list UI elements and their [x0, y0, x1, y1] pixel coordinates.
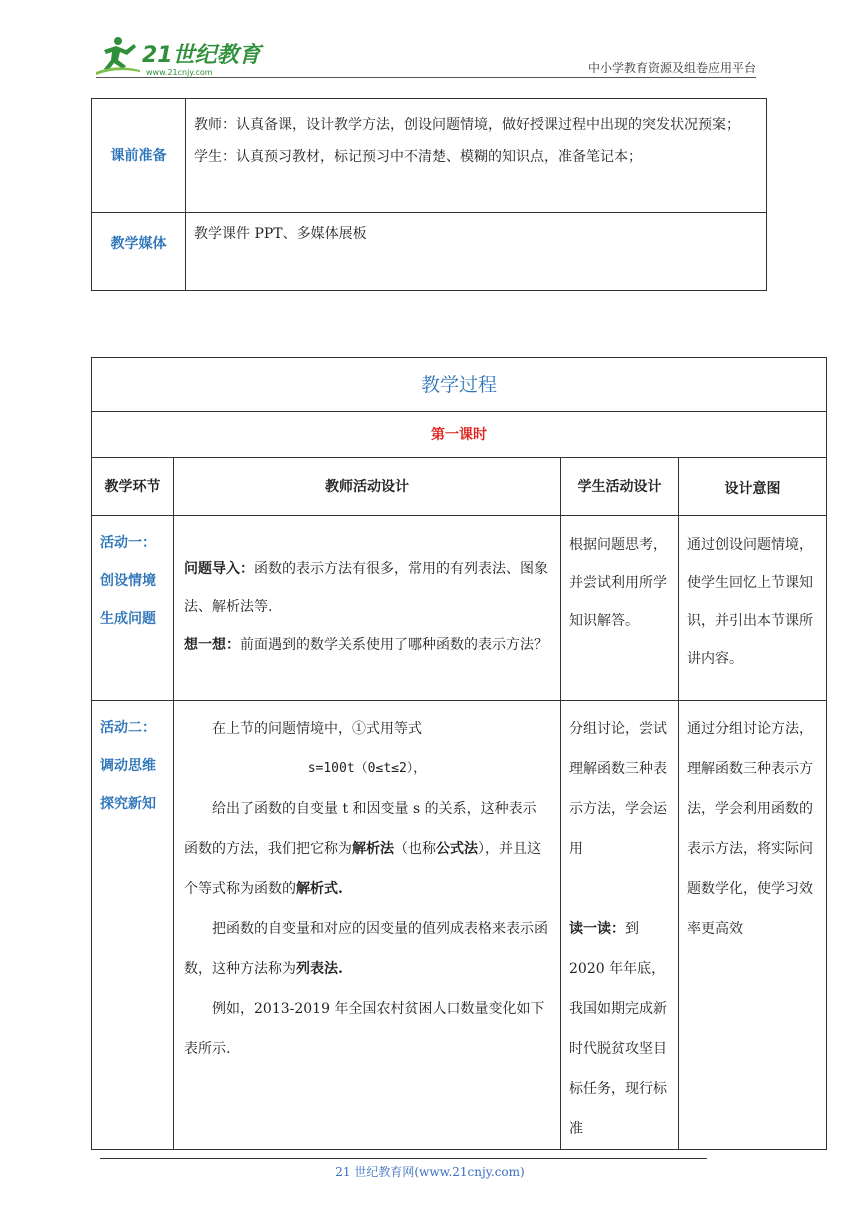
col-header-stage: 教学环节 — [92, 458, 174, 516]
activity-2-intent: 通过分组讨论方法，理解函数三种表示方法，学会利用函数的表示方法，将实际问题数学化，使学习效率更高效 — [679, 701, 827, 1150]
lesson-label: 第一课时 — [92, 412, 827, 458]
media-row — [92, 213, 767, 291]
process-title: 教学过程 — [92, 358, 827, 412]
activity-1-teacher — [174, 516, 561, 701]
student-prep-text: 学生：认真预习教材，标记预习中不清楚、模糊的知识点，准备笔记本； — [194, 149, 642, 165]
col-header-teacher: 教师活动设计 — [174, 458, 561, 516]
prep-row — [92, 99, 767, 213]
process-table — [91, 357, 827, 1150]
teacher-p4: 例如，2013-2019 年全国农村贫困人口数量变化如下表所示. — [184, 1001, 545, 1057]
page-header — [0, 0, 860, 80]
teacher-prep-text: 教师：认真备课，设计教学方法，创设问题情境，做好授课过程中出现的突发状况预案； — [194, 117, 740, 133]
student-reading: 读一读：到 2020 年年底，我国如期完成新时代脱贫攻坚目标任务，现行标准 — [569, 921, 667, 1137]
footer-text: 21 世纪教育网(www.21cnjy.com) — [335, 1165, 525, 1179]
student-discussion: 分组讨论，尝试理解函数三种表示方法，学会运用 — [569, 721, 667, 857]
header-divider — [96, 77, 756, 78]
teacher-p3: 把函数的自变量和对应的因变量的值列成表格来表示函数，这种方法称为列表法. — [184, 921, 548, 977]
row-label-media: 教学媒体 — [92, 213, 186, 291]
activity-1-student: 根据问题思考，并尝试利用所学知识解答。 — [561, 516, 679, 701]
logo-url: www.21cnjy.com — [146, 68, 213, 77]
activity-2-label: 活动二： 调动思维 探究新知 — [92, 701, 174, 1150]
col-header-intent: 设计意图 — [679, 458, 827, 516]
footer-divider — [100, 1158, 707, 1159]
intro-question: 问题导入：函数的表示方法有很多，常用的有列表法、图象法、解析法等. — [184, 561, 548, 615]
activity-2-student — [561, 701, 679, 1150]
think-question: 想一想：前面遇到的数学关系使用了哪种函数的表示方法？ — [184, 637, 548, 653]
activity-row-1 — [92, 516, 827, 701]
header-platform-name: 中小学教育资源及组卷应用平台 — [587, 61, 756, 75]
teacher-p2: 给出了函数的自变量 t 和因变量 s 的关系，这种表示函数的方法，我们把它称为解析法（也称公式法），并且这个等式称为函数的解析式. — [184, 801, 541, 897]
activity-row-2 — [92, 701, 827, 1150]
row-label-prep: 课前准备 — [92, 99, 186, 213]
site-logo — [96, 34, 266, 78]
teacher-p1: 在上节的问题情境中，①式用等式 — [212, 721, 422, 737]
column-header-row — [92, 458, 827, 516]
col-header-student: 学生活动设计 — [561, 458, 679, 516]
activity-1-intent: 通过创设问题情境，使学生回忆上节课知识，并引出本节课所讲内容。 — [679, 516, 827, 701]
logo-text: 21世纪教育 — [142, 43, 261, 68]
activity-1-label: 活动一： 创设情境 生成问题 — [92, 516, 174, 701]
formula: s=100t（0≤t≤2）， — [307, 761, 427, 776]
prep-table — [91, 98, 767, 291]
media-content: 教学课件 PPT、多媒体展板 — [186, 213, 767, 291]
prep-content — [186, 99, 767, 213]
activity-2-teacher — [174, 701, 561, 1150]
